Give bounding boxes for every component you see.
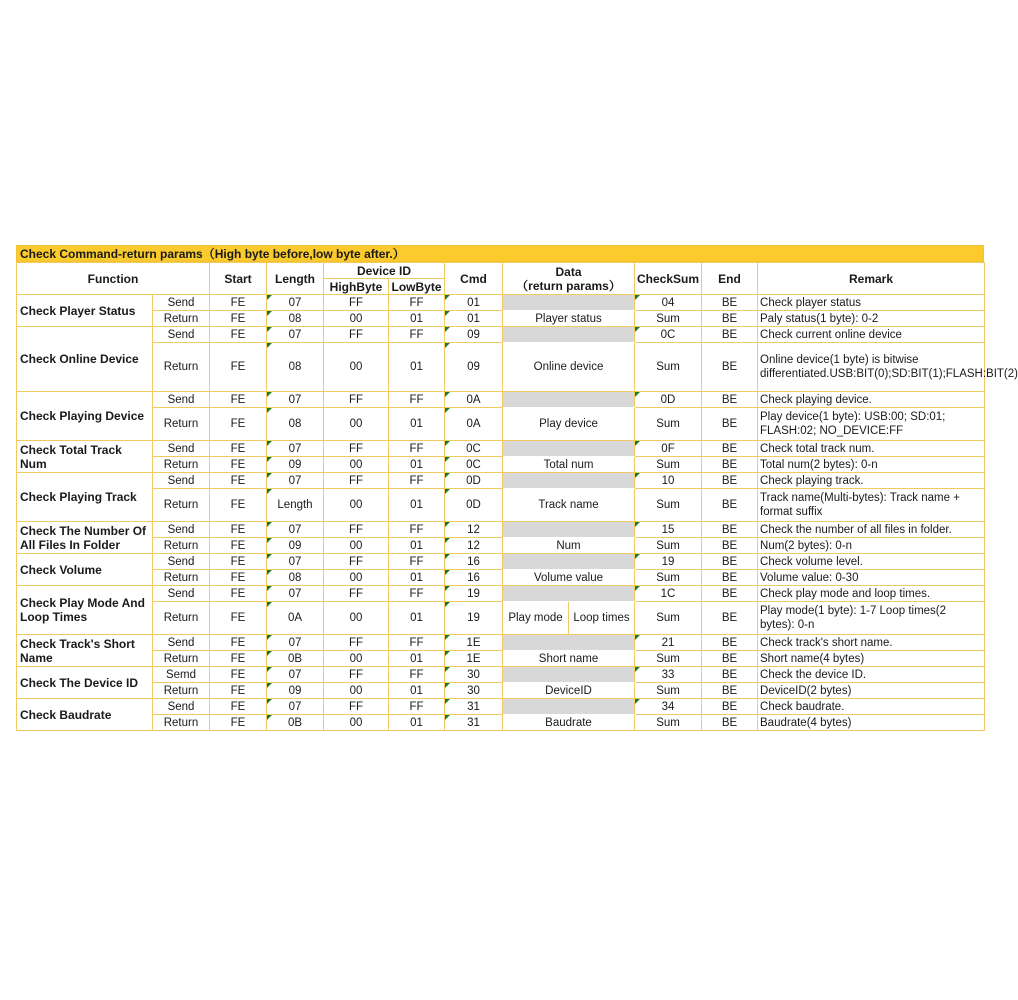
data-cell-empty: [503, 473, 635, 489]
checksum-cell: 33: [635, 667, 702, 683]
high-byte-cell: FF: [324, 295, 389, 311]
function-name: Check Baudrate: [17, 699, 153, 731]
header-device-id: Device ID: [324, 263, 445, 279]
cmd-cell: 12: [445, 522, 503, 538]
length-cell: 0A: [267, 602, 324, 635]
cmd-cell: 31: [445, 699, 503, 715]
table-row: [17, 295, 985, 311]
high-byte-cell: FF: [324, 392, 389, 408]
checksum-cell: Sum: [635, 683, 702, 699]
low-byte-cell: 01: [389, 683, 445, 699]
high-byte-cell: 00: [324, 570, 389, 586]
start-cell: FE: [210, 327, 267, 343]
remark-cell: Check track's short name.: [758, 635, 985, 651]
start-cell: FE: [210, 602, 267, 635]
start-cell: FE: [210, 635, 267, 651]
end-cell: BE: [702, 715, 758, 731]
start-cell: FE: [210, 651, 267, 667]
low-byte-cell: 01: [389, 570, 445, 586]
low-byte-cell: 01: [389, 457, 445, 473]
data-cell-empty: [503, 554, 635, 570]
low-byte-cell: FF: [389, 392, 445, 408]
remark-cell: Check the number of all files in folder.: [758, 522, 985, 538]
length-cell: 08: [267, 311, 324, 327]
cmd-cell: 0A: [445, 392, 503, 408]
remark-cell: Check baudrate.: [758, 699, 985, 715]
checksum-cell: Sum: [635, 343, 702, 392]
checksum-cell: 21: [635, 635, 702, 651]
header-high-byte: HighByte: [324, 279, 389, 295]
length-cell: 07: [267, 635, 324, 651]
length-cell: 09: [267, 683, 324, 699]
table-row: [17, 538, 985, 554]
remark-cell: Check player status: [758, 295, 985, 311]
direction-cell: Return: [153, 343, 210, 392]
checksum-cell: 0C: [635, 327, 702, 343]
remark-cell: Play mode(1 byte): 1-7 Loop times(2 bytes): 0-n: [758, 602, 985, 635]
checksum-cell: 1C: [635, 586, 702, 602]
length-cell: 07: [267, 327, 324, 343]
length-cell: 0B: [267, 651, 324, 667]
remark-cell: Track name(Multi-bytes): Track name + format suffix: [758, 489, 985, 522]
cmd-cell: 09: [445, 327, 503, 343]
remark-cell: Total num(2 bytes): 0-n: [758, 457, 985, 473]
high-byte-cell: 00: [324, 538, 389, 554]
data-cell: Track name: [503, 489, 635, 522]
data-cell-empty: [503, 522, 635, 538]
end-cell: BE: [702, 408, 758, 441]
header-data-label: Data: [555, 264, 582, 279]
end-cell: BE: [702, 667, 758, 683]
data-cell-empty: [503, 635, 635, 651]
table-title: Check Command-return params（High byte before,low byte after.）: [16, 245, 984, 262]
header-function: Function: [17, 263, 210, 295]
header-cmd: Cmd: [445, 263, 503, 295]
direction-cell: Send: [153, 392, 210, 408]
length-cell: 07: [267, 441, 324, 457]
cmd-cell: 19: [445, 586, 503, 602]
cmd-cell: 30: [445, 683, 503, 699]
data-cell-empty: [503, 295, 635, 311]
checksum-cell: Sum: [635, 570, 702, 586]
direction-cell: Send: [153, 586, 210, 602]
low-byte-cell: FF: [389, 473, 445, 489]
start-cell: FE: [210, 554, 267, 570]
start-cell: FE: [210, 441, 267, 457]
low-byte-cell: 01: [389, 408, 445, 441]
start-cell: FE: [210, 473, 267, 489]
low-byte-cell: 01: [389, 651, 445, 667]
end-cell: BE: [702, 441, 758, 457]
low-byte-cell: 01: [389, 538, 445, 554]
high-byte-cell: 00: [324, 311, 389, 327]
direction-cell: Return: [153, 651, 210, 667]
high-byte-cell: 00: [324, 457, 389, 473]
length-cell: Length: [267, 489, 324, 522]
low-byte-cell: FF: [389, 327, 445, 343]
table-row: [17, 570, 985, 586]
end-cell: BE: [702, 683, 758, 699]
data-cell: Total num: [503, 457, 635, 473]
cmd-cell: 30: [445, 667, 503, 683]
cmd-cell: 16: [445, 554, 503, 570]
start-cell: FE: [210, 699, 267, 715]
length-cell: 07: [267, 522, 324, 538]
cmd-cell: 0D: [445, 473, 503, 489]
table-row: [17, 343, 985, 392]
table-row: [17, 699, 985, 715]
direction-cell: Return: [153, 311, 210, 327]
remark-cell: Num(2 bytes): 0-n: [758, 538, 985, 554]
checksum-cell: 10: [635, 473, 702, 489]
high-byte-cell: FF: [324, 441, 389, 457]
function-name: Check Player Status: [17, 295, 153, 327]
end-cell: BE: [702, 343, 758, 392]
direction-cell: Send: [153, 554, 210, 570]
end-cell: BE: [702, 392, 758, 408]
header-low-byte: LowByte: [389, 279, 445, 295]
checksum-cell: Sum: [635, 538, 702, 554]
remark-cell: Check playing track.: [758, 473, 985, 489]
data-cell: Play device: [503, 408, 635, 441]
cmd-cell: 0C: [445, 441, 503, 457]
low-byte-cell: 01: [389, 715, 445, 731]
low-byte-cell: 01: [389, 311, 445, 327]
data-cell: Baudrate: [503, 715, 635, 731]
end-cell: BE: [702, 311, 758, 327]
checksum-cell: Sum: [635, 715, 702, 731]
data-cell-empty: [503, 586, 635, 602]
checksum-cell: Sum: [635, 489, 702, 522]
header-remark: Remark: [758, 263, 985, 295]
remark-cell: Volume value: 0-30: [758, 570, 985, 586]
header-length: Length: [267, 263, 324, 295]
high-byte-cell: 00: [324, 602, 389, 635]
table-row: [17, 392, 985, 408]
checksum-cell: Sum: [635, 457, 702, 473]
data-cell-empty: [503, 667, 635, 683]
cmd-cell: 0C: [445, 457, 503, 473]
function-name: Check The Number Of All Files In Folder: [17, 522, 153, 554]
low-byte-cell: FF: [389, 586, 445, 602]
header-checksum: CheckSum: [635, 263, 702, 295]
low-byte-cell: FF: [389, 554, 445, 570]
checksum-cell: 0F: [635, 441, 702, 457]
remark-cell: Check the device ID.: [758, 667, 985, 683]
length-cell: 07: [267, 554, 324, 570]
table-row: [17, 522, 985, 538]
length-cell: 09: [267, 457, 324, 473]
remark-cell: DeviceID(2 bytes): [758, 683, 985, 699]
length-cell: 07: [267, 586, 324, 602]
function-name: Check Playing Track: [17, 473, 153, 522]
length-cell: 08: [267, 343, 324, 392]
checksum-cell: Sum: [635, 311, 702, 327]
cmd-cell: 19: [445, 602, 503, 635]
high-byte-cell: FF: [324, 667, 389, 683]
start-cell: FE: [210, 586, 267, 602]
direction-cell: Return: [153, 457, 210, 473]
table-row: [17, 715, 985, 731]
table-row: [17, 586, 985, 602]
cmd-cell: 16: [445, 570, 503, 586]
length-cell: 07: [267, 699, 324, 715]
length-cell: 0B: [267, 715, 324, 731]
remark-cell: Check volume level.: [758, 554, 985, 570]
low-byte-cell: FF: [389, 522, 445, 538]
table-row: [17, 554, 985, 570]
data-cell-a: Play mode: [503, 602, 569, 635]
end-cell: BE: [702, 327, 758, 343]
data-cell-empty: [503, 699, 635, 715]
table-row: [17, 327, 985, 343]
end-cell: BE: [702, 473, 758, 489]
data-cell: Short name: [503, 651, 635, 667]
data-cell-empty: [503, 392, 635, 408]
remark-cell: Check total track num.: [758, 441, 985, 457]
direction-cell: Send: [153, 699, 210, 715]
checksum-cell: Sum: [635, 408, 702, 441]
table-row: [17, 667, 985, 683]
high-byte-cell: 00: [324, 489, 389, 522]
start-cell: FE: [210, 392, 267, 408]
direction-cell: Semd: [153, 667, 210, 683]
table-row: [17, 311, 985, 327]
end-cell: BE: [702, 699, 758, 715]
high-byte-cell: 00: [324, 651, 389, 667]
high-byte-cell: FF: [324, 586, 389, 602]
function-name: Check The Device ID: [17, 667, 153, 699]
direction-cell: Send: [153, 295, 210, 311]
command-table-body: [17, 295, 1018, 731]
remark-cell: Online device(1 byte) is bitwise differentiated.USB:BIT(0);SD:BIT(1);FLASH:BIT(2): [758, 343, 985, 392]
checksum-cell: 0D: [635, 392, 702, 408]
start-cell: FE: [210, 295, 267, 311]
table-row: [17, 473, 985, 489]
table-row: [17, 683, 985, 699]
length-cell: 07: [267, 392, 324, 408]
command-table: [16, 262, 1018, 731]
cmd-cell: 0A: [445, 408, 503, 441]
start-cell: FE: [210, 408, 267, 441]
remark-cell: Check playing device.: [758, 392, 985, 408]
low-byte-cell: FF: [389, 441, 445, 457]
low-byte-cell: FF: [389, 667, 445, 683]
start-cell: FE: [210, 457, 267, 473]
low-byte-cell: 01: [389, 602, 445, 635]
function-name: Check Playing Device: [17, 392, 153, 441]
end-cell: BE: [702, 602, 758, 635]
high-byte-cell: FF: [324, 699, 389, 715]
start-cell: FE: [210, 667, 267, 683]
remark-cell: Baudrate(4 bytes): [758, 715, 985, 731]
checksum-cell: 15: [635, 522, 702, 538]
table-row: [17, 441, 985, 457]
high-byte-cell: 00: [324, 715, 389, 731]
end-cell: BE: [702, 295, 758, 311]
end-cell: BE: [702, 457, 758, 473]
end-cell: BE: [702, 635, 758, 651]
low-byte-cell: FF: [389, 635, 445, 651]
low-byte-cell: FF: [389, 295, 445, 311]
start-cell: FE: [210, 522, 267, 538]
header-data: [503, 263, 635, 295]
checksum-cell: 34: [635, 699, 702, 715]
high-byte-cell: FF: [324, 473, 389, 489]
start-cell: FE: [210, 683, 267, 699]
low-byte-cell: 01: [389, 489, 445, 522]
data-cell-empty: [503, 327, 635, 343]
end-cell: BE: [702, 586, 758, 602]
length-cell: 08: [267, 408, 324, 441]
high-byte-cell: 00: [324, 343, 389, 392]
function-name: Check Total Track Num: [17, 441, 153, 473]
end-cell: BE: [702, 538, 758, 554]
data-cell: Volume value: [503, 570, 635, 586]
header-data-sub: （return params）: [516, 278, 621, 293]
data-cell-b: Loop times: [569, 602, 635, 635]
direction-cell: Send: [153, 441, 210, 457]
high-byte-cell: 00: [324, 408, 389, 441]
table-row: [17, 635, 985, 651]
low-byte-cell: 01: [389, 343, 445, 392]
end-cell: BE: [702, 522, 758, 538]
cmd-cell: 0D: [445, 489, 503, 522]
data-cell: Num: [503, 538, 635, 554]
end-cell: BE: [702, 554, 758, 570]
checksum-cell: 04: [635, 295, 702, 311]
data-cell: Online device: [503, 343, 635, 392]
high-byte-cell: FF: [324, 554, 389, 570]
remark-cell: Play device(1 byte): USB:00; SD:01; FLASH:02; NO_DEVICE:FF: [758, 408, 985, 441]
remark-cell: Paly status(1 byte): 0-2: [758, 311, 985, 327]
remark-cell: Check play mode and loop times.: [758, 586, 985, 602]
cmd-cell: 09: [445, 343, 503, 392]
length-cell: 07: [267, 667, 324, 683]
direction-cell: Send: [153, 635, 210, 651]
data-cell: Player status: [503, 311, 635, 327]
checksum-cell: Sum: [635, 651, 702, 667]
length-cell: 09: [267, 538, 324, 554]
high-byte-cell: FF: [324, 635, 389, 651]
direction-cell: Send: [153, 522, 210, 538]
direction-cell: Return: [153, 570, 210, 586]
end-cell: BE: [702, 570, 758, 586]
cmd-cell: 12: [445, 538, 503, 554]
command-table-sheet: [16, 245, 1018, 731]
cmd-cell: 01: [445, 311, 503, 327]
cmd-cell: 1E: [445, 651, 503, 667]
length-cell: 07: [267, 295, 324, 311]
table-row: [17, 408, 985, 441]
function-name: Check Track's Short Name: [17, 635, 153, 667]
function-name: Check Volume: [17, 554, 153, 586]
direction-cell: Return: [153, 489, 210, 522]
cmd-cell: 31: [445, 715, 503, 731]
table-row: [17, 457, 985, 473]
checksum-cell: 19: [635, 554, 702, 570]
direction-cell: Return: [153, 683, 210, 699]
start-cell: FE: [210, 538, 267, 554]
table-row: [17, 602, 985, 635]
header-start: Start: [210, 263, 267, 295]
direction-cell: Send: [153, 473, 210, 489]
start-cell: FE: [210, 311, 267, 327]
start-cell: FE: [210, 343, 267, 392]
direction-cell: Return: [153, 538, 210, 554]
checksum-cell: Sum: [635, 602, 702, 635]
start-cell: FE: [210, 570, 267, 586]
table-row: [17, 489, 985, 522]
direction-cell: Return: [153, 408, 210, 441]
data-cell-empty: [503, 441, 635, 457]
high-byte-cell: FF: [324, 522, 389, 538]
start-cell: FE: [210, 489, 267, 522]
function-name: Check Online Device: [17, 327, 153, 392]
length-cell: 07: [267, 473, 324, 489]
data-cell: DeviceID: [503, 683, 635, 699]
end-cell: BE: [702, 489, 758, 522]
high-byte-cell: FF: [324, 327, 389, 343]
header-end: End: [702, 263, 758, 295]
end-cell: BE: [702, 651, 758, 667]
remark-cell: Check current online device: [758, 327, 985, 343]
direction-cell: Return: [153, 602, 210, 635]
direction-cell: Return: [153, 715, 210, 731]
start-cell: FE: [210, 715, 267, 731]
direction-cell: Send: [153, 327, 210, 343]
length-cell: 08: [267, 570, 324, 586]
function-name: Check Play Mode And Loop Times: [17, 586, 153, 635]
remark-cell: Short name(4 bytes): [758, 651, 985, 667]
cmd-cell: 1E: [445, 635, 503, 651]
cmd-cell: 01: [445, 295, 503, 311]
low-byte-cell: FF: [389, 699, 445, 715]
high-byte-cell: 00: [324, 683, 389, 699]
table-row: [17, 651, 985, 667]
